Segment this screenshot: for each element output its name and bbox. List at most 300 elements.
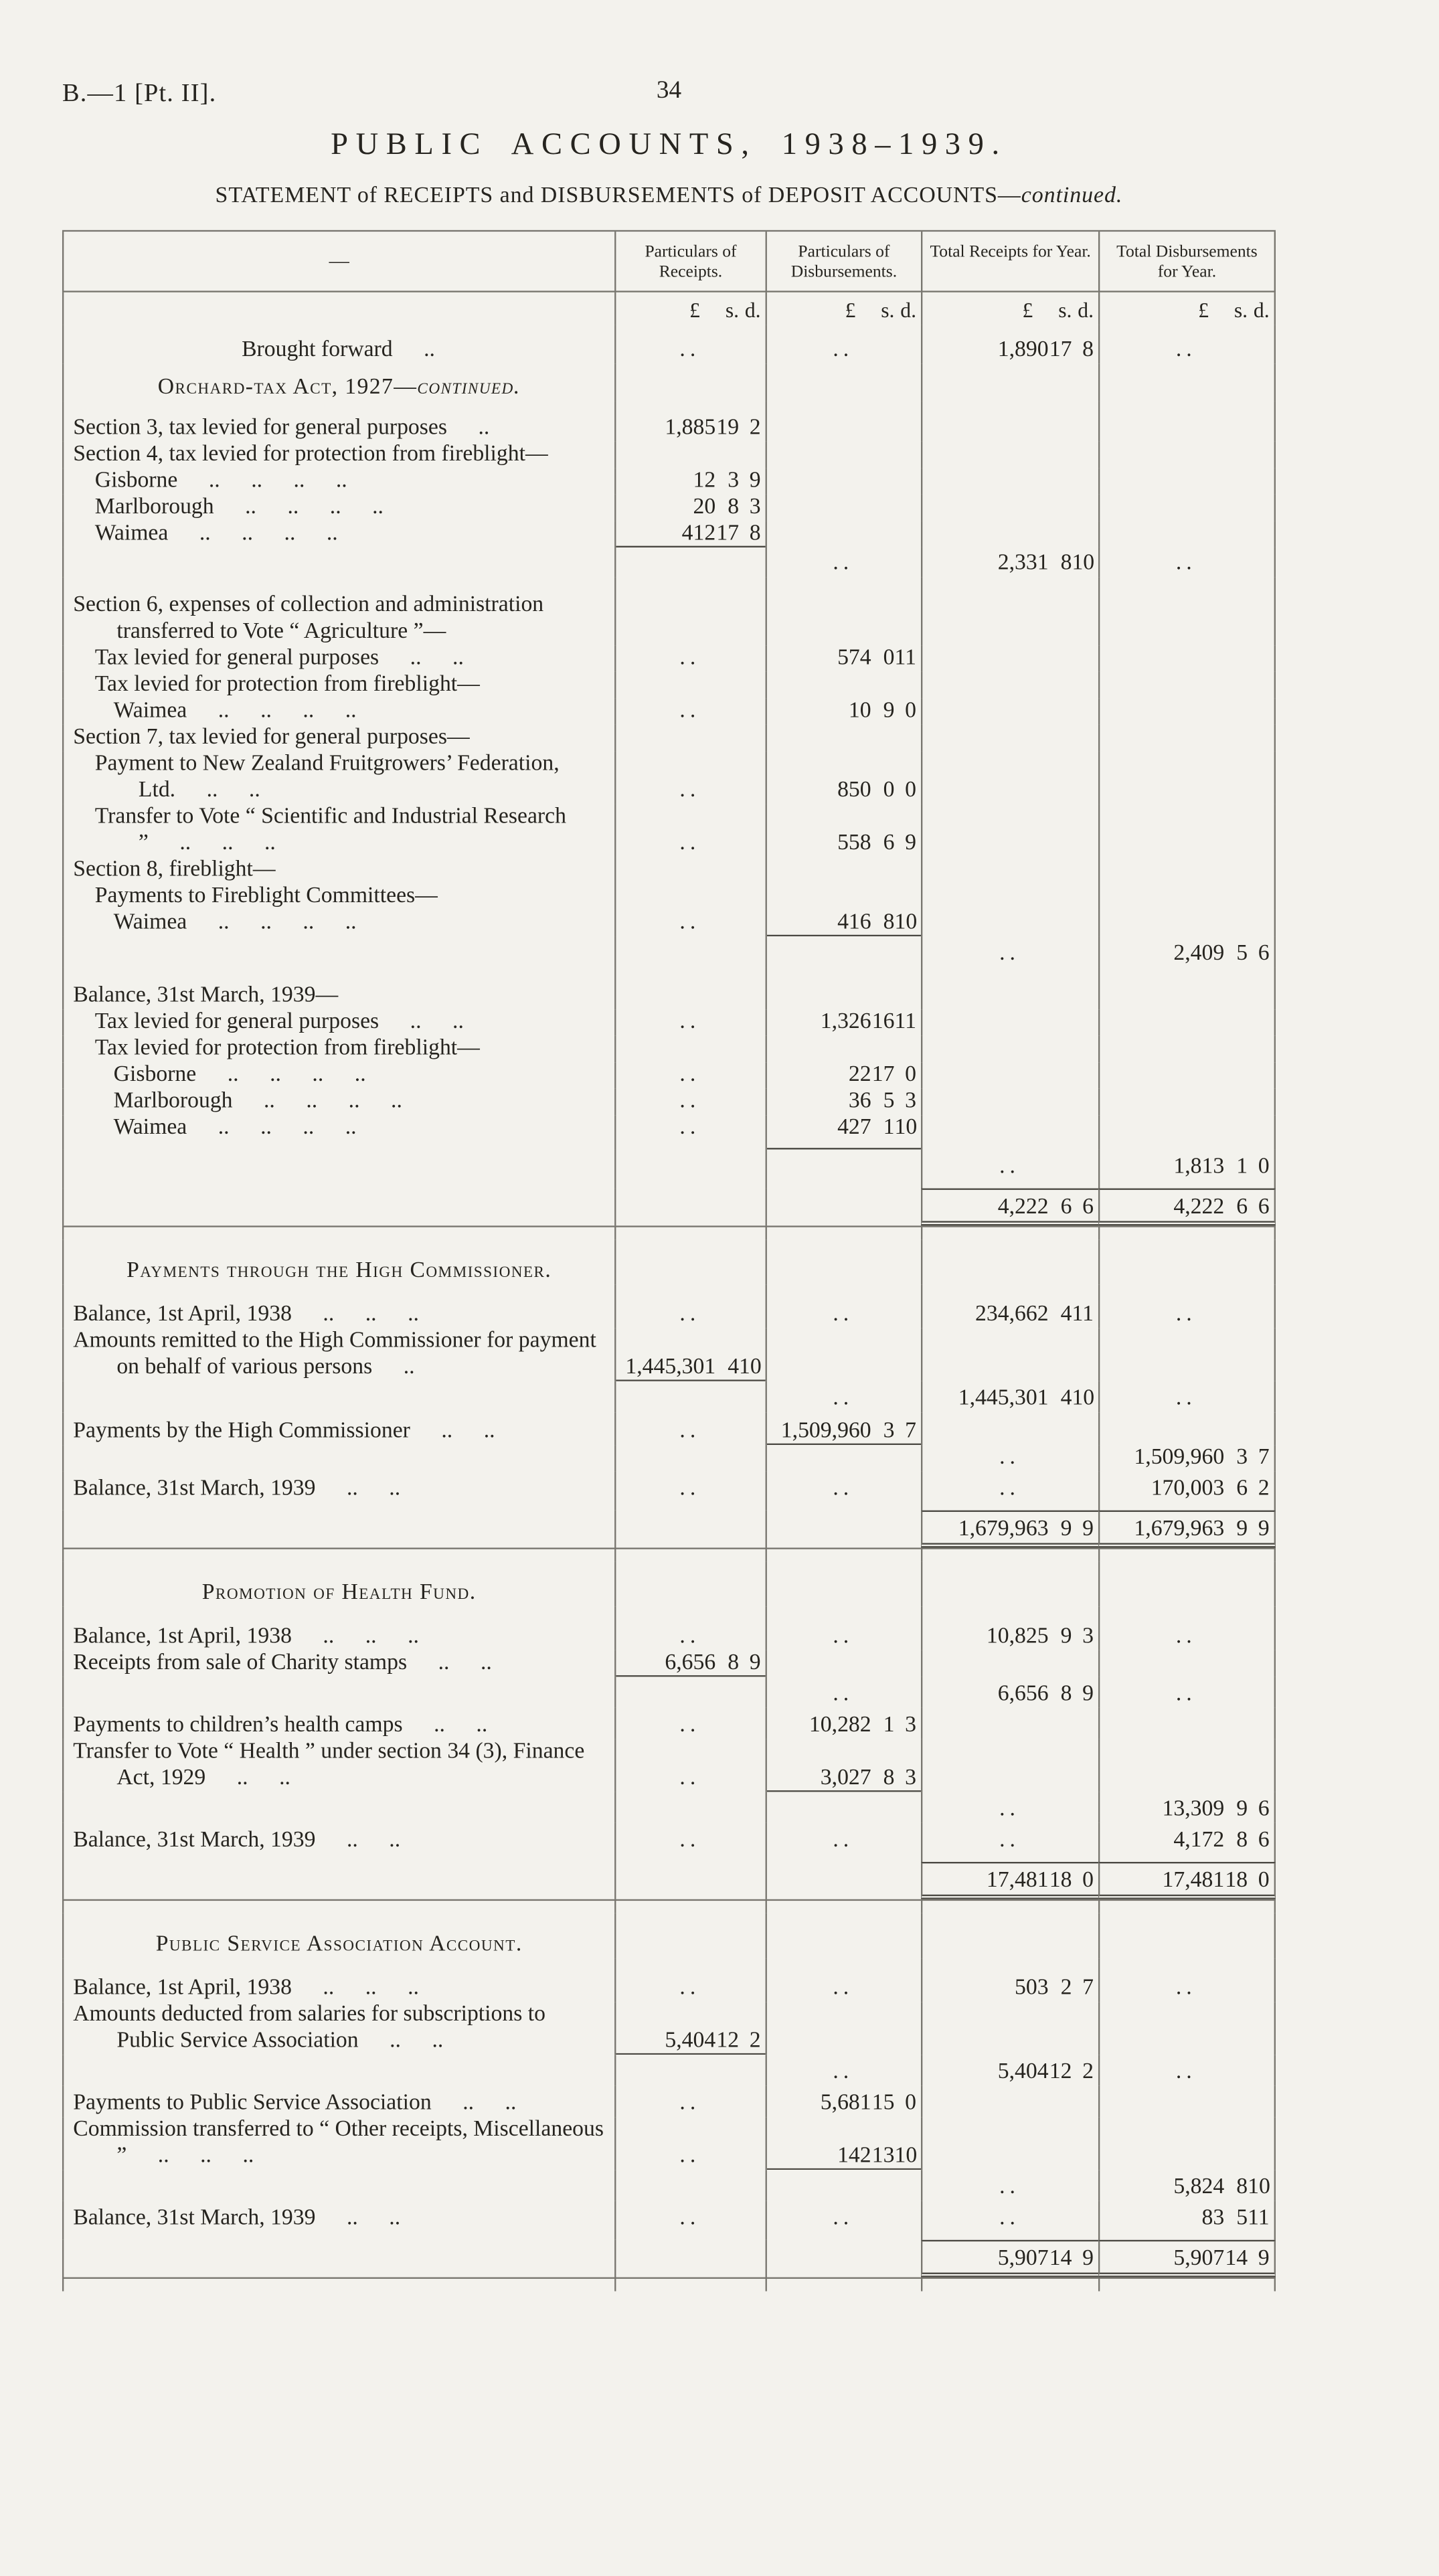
row-description [62,804,614,857]
shillings-label: s. [881,298,895,322]
row-description [62,910,614,937]
cell-receipts [614,1412,765,1445]
row-label: Commission transferred to “ Other receipts, Miscellaneous ” [73,2117,604,2168]
leader-dots: .. [410,1009,422,1035]
amount-pounds: 503 [1015,1975,1049,2000]
amount-pence: 0 [905,698,917,723]
leader-dots: .. [346,1476,358,1501]
cell-total-disbursements [1098,364,1276,402]
dot-placeholder: .. [679,1712,701,1738]
leader-dots: .. [345,698,357,723]
cell-total-disbursements [1098,1328,1276,1381]
dot-placeholder: .. [679,2090,701,2116]
leader-dots: .. [390,2028,401,2053]
cell-total-disbursements [1098,2278,1276,2292]
section-heading-row [62,1913,1276,1958]
row-description [62,1036,614,1063]
dot-placeholder: .. [679,2143,701,2168]
cell-total-disbursements [1098,2240,1276,2278]
cell-total-receipts [921,725,1098,752]
table-row [62,1089,1276,1116]
cell-total-receipts [921,2278,1098,2292]
pound-sign: £ [689,298,700,322]
currency-header-row [62,292,1276,325]
cell-disbursements [766,2002,921,2055]
dot-placeholder: .. [1175,1975,1197,2000]
cell-disbursements [766,1792,921,1822]
leader-dots: .. [218,910,230,935]
row-description [62,751,614,804]
amount-shillings: 0 [883,645,895,671]
column-header-blank: — [62,232,614,292]
amount-shillings: 14 [1049,2246,1072,2271]
dot-placeholder: .. [999,1154,1020,1179]
amount-pence: 2 [1082,2059,1094,2085]
cell-disbursements [766,1913,921,1958]
cell-disbursements [766,910,921,937]
leader-dots: .. [179,830,191,856]
amount-shillings: 13 [871,2143,895,2168]
row-label: Amounts remitted to the High Commissioner for payment on behalf of various persons [73,1328,596,1380]
row-description [62,1862,614,1899]
row-description [62,2201,614,2240]
cell-total-receipts [921,968,1098,1010]
dot-placeholder: .. [833,1302,854,1327]
amount-pence: 10 [1072,550,1095,576]
cell-total-disbursements [1098,1650,1276,1677]
amount-pence: 9 [905,830,917,856]
cell-disbursements [766,2278,921,2292]
amount-pence: 6 [1258,1827,1270,1853]
cell-receipts [614,2278,765,2292]
amount-pence: 0 [905,777,917,803]
leader-dots: .. [372,494,384,520]
cell-receipts [614,936,765,967]
pence-label: d. [1253,298,1270,322]
cell-total-receipts [921,2201,1098,2240]
cell-receipts [614,2055,765,2085]
row-label: Balance, 31st March, 1939 [73,1827,316,1853]
cell-disbursements [766,751,921,804]
column-header-disbursements: Particulars of Disbursements. [766,232,921,292]
amount-shillings: 1 [1236,1154,1248,1179]
table-row [62,442,1276,468]
table-body [62,325,1276,2292]
cell-total-disbursements [1098,1677,1276,1707]
row-description [62,1899,614,1913]
row-description [62,2055,614,2085]
cell-receipts [614,325,765,364]
column-header-total-disbursements: Total Disbursements for Year. [1098,232,1276,292]
amount-pence: 11 [894,1009,917,1035]
cell-total-receipts [921,442,1098,468]
table-header-row [62,232,1276,292]
leader-dots: .. [329,494,341,520]
cell-total-receipts [921,1036,1098,1063]
amount-pence: 11 [894,645,917,671]
row-description [62,1650,614,1677]
cell-receipts [614,2201,765,2240]
amount-shillings: 3 [883,1418,895,1444]
row-label: Tax levied for protection from fireblight— [94,671,480,697]
amount-pence: 9 [749,1650,761,1676]
dot-placeholder: .. [833,1476,854,1501]
dot-placeholder: .. [999,2205,1020,2231]
cell-total-disbursements [1098,1089,1276,1116]
amount-pence: 6 [1258,1796,1270,1822]
amount-pence: 0 [1258,1868,1270,1893]
dot-placeholder: .. [1175,337,1197,363]
row-description [62,1149,614,1188]
row-description [62,442,614,468]
amount-shillings: 9 [1060,1516,1072,1542]
cell-total-disbursements [1098,1472,1276,1511]
amount-pence: 2 [1258,1476,1270,1501]
cell-disbursements [766,1862,921,1899]
cell-total-disbursements [1098,910,1276,937]
leader-dots: .. [462,2090,475,2116]
cell-disbursements [766,325,921,364]
table-row [62,1328,1276,1381]
cell-disbursements [766,1708,921,1739]
amount-pence: 9 [1258,1516,1270,1542]
cell-receipts [614,1792,765,1822]
leader-dots: .. [218,1115,230,1140]
cell-receipts [614,1115,765,1149]
amount-pence: 0 [905,1062,917,1088]
leader-dots: .. [287,494,299,520]
amount-pence: 10 [894,2143,918,2168]
row-label: Orchard-tax Act, 1927— [157,374,418,400]
totals-row [62,2240,1276,2278]
cell-total-disbursements [1098,2170,1276,2201]
row-label: Balance, 1st April, 1938 [73,1975,292,2000]
leader-dots: .. [303,910,315,935]
leader-dots: .. [483,1418,495,1444]
table-row [62,1472,1276,1511]
row-label: Balance, 1st April, 1938 [73,1624,292,1649]
cell-receipts [614,1739,765,1792]
amount-pence: 9 [1082,1681,1094,1707]
cell-total-disbursements [1098,1036,1276,1063]
cell-total-disbursements [1098,672,1276,699]
amount-pence: 2 [749,2028,761,2053]
cell-total-disbursements [1098,1823,1276,1862]
cell-receipts [614,1547,765,1561]
table-row [62,521,1276,547]
dot-placeholder: .. [999,940,1020,966]
section-separator [62,2278,1276,2292]
cell-total-receipts [921,1958,1098,2002]
amount-pounds: 5,907 [1173,2246,1225,2271]
amount-pounds: 5,824 [1173,2174,1225,2200]
amount-pence: 0 [905,2090,917,2116]
cell-total-disbursements [1098,2117,1276,2170]
table-row [62,672,1276,699]
cell-total-receipts [921,401,1098,441]
amount-pounds: 1,445,301 [625,1355,716,1380]
row-label: Gisborne [94,468,178,493]
amount-pounds: 6,656 [997,1681,1049,1707]
cell-disbursements [766,1650,921,1677]
leader-dots: .. [389,1827,401,1853]
amount-pounds: 574 [837,645,871,671]
cell-total-disbursements [1098,751,1276,804]
row-label: Promotion of Health Fund. [201,1580,477,1606]
amount-pence: 9 [1082,2246,1094,2271]
amount-shillings: 8 [1060,550,1072,576]
row-description [62,1062,614,1089]
leader-dots: .. [452,1009,464,1035]
leader-dots: .. [293,468,305,493]
accounts-table [62,230,1276,2292]
row-label: Waimea [94,521,169,546]
row-label: Marlborough [113,1088,233,1114]
cell-disbursements [766,1328,921,1381]
cell-total-receipts [921,645,1098,672]
amount-pence: 8 [749,521,761,546]
leader-dots: .. [403,1355,415,1380]
cell-total-receipts [921,1792,1098,1822]
dot-placeholder: .. [1175,2059,1197,2085]
leader-dots: .. [199,521,211,546]
dot-placeholder: .. [833,1624,854,1649]
row-description [62,401,614,441]
cell-total-receipts [921,1899,1098,1913]
section-separator [62,1225,1276,1239]
cell-total-disbursements [1098,1511,1276,1548]
cell-receipts [614,1239,765,1284]
amount-pence: 7 [1082,1975,1094,2000]
cell-disbursements [766,883,921,910]
leader-dots: .. [248,777,260,803]
cell-total-disbursements [1098,1189,1276,1226]
table-row [62,1607,1276,1650]
cell-total-receipts [921,1739,1098,1792]
row-description [62,672,614,699]
amount-pence: 0 [1082,1868,1094,1893]
leader-dots: .. [312,1062,324,1088]
cell-disbursements [766,2170,921,2201]
cell-receipts [614,468,765,495]
row-description [62,1239,614,1284]
cell-disbursements [766,468,921,495]
table-row [62,495,1276,521]
pence-label: d. [900,298,917,322]
row-label: Section 6, expenses of collection and administration transferred to Vote “ Agriculture ”— [73,592,544,645]
amount-shillings: 17 [1049,337,1072,363]
amount-pounds: 2,331 [997,550,1049,576]
cell-total-disbursements [1098,2086,1276,2117]
table-row [62,910,1276,937]
table-row [62,698,1276,725]
leader-dots: .. [157,2143,169,2168]
dot-placeholder: .. [679,1088,701,1114]
cell-total-disbursements [1098,1547,1276,1561]
row-label: Waimea [113,1115,187,1140]
cell-disbursements [766,1899,921,1913]
cell-disbursements [766,1009,921,1036]
cell-total-receipts [921,910,1098,937]
cell-disbursements [766,1472,921,1511]
cell-receipts [614,645,765,672]
leader-dots: .. [345,1115,357,1140]
table-row [62,936,1276,967]
amount-pounds: 142 [837,2143,871,2168]
row-label: Payments to Public Service Association [73,2090,432,2116]
leader-dots: .. [323,1975,335,2000]
table-row [62,883,1276,910]
dot-placeholder: .. [679,1827,701,1853]
cell-total-disbursements [1098,1607,1276,1650]
leader-dots: .. [260,910,272,935]
row-description [62,325,614,364]
amount-pence: 3 [749,494,761,520]
dot-placeholder: .. [999,2174,1020,2200]
dot-placeholder: .. [833,550,854,576]
row-description [62,698,614,725]
cell-disbursements [766,495,921,521]
row-label: Marlborough [94,494,214,520]
cell-receipts [614,672,765,699]
amount-shillings: 3 [1236,1445,1248,1470]
cell-receipts [614,1823,765,1862]
leader-dots: .. [438,1650,450,1676]
row-description [62,1708,614,1739]
cell-receipts [614,1089,765,1116]
cell-total-disbursements [1098,1913,1276,1958]
leader-dots: .. [306,1088,318,1114]
totals-row [62,1862,1276,1899]
row-label: Transfer to Vote “ Scientific and Industrial Research ” [94,804,566,856]
amount-pounds: 5,404 [665,2028,716,2053]
table-row [62,1115,1276,1149]
dot-placeholder: .. [679,1624,701,1649]
cell-receipts [614,1511,765,1548]
cell-total-receipts [921,1328,1098,1381]
cell-total-disbursements [1098,857,1276,883]
row-description [62,1561,614,1606]
amount-pounds: 427 [837,1115,871,1140]
dot-placeholder: .. [833,2205,854,2231]
row-label: Balance, 1st April, 1938 [73,1302,292,1327]
cell-receipts [614,1650,765,1677]
row-label-italic: continued. [417,374,521,400]
row-description [62,857,614,883]
row-description [62,1547,614,1561]
amount-pounds: 416 [837,910,871,935]
cell-receipts [614,1862,765,1899]
cell-total-receipts [921,2055,1098,2085]
leader-dots: .. [260,698,272,723]
row-description [62,2117,614,2170]
row-description [62,547,614,577]
cell-disbursements [766,1225,921,1239]
pence-label: d. [744,298,761,322]
leader-dots: .. [389,2205,401,2231]
row-description [62,2278,614,2292]
cell-disbursements [766,1089,921,1116]
page-top-line [62,78,1276,108]
cell-total-receipts [921,1913,1098,1958]
cell-disbursements [766,672,921,699]
row-description [62,364,614,402]
cell-total-receipts [921,1472,1098,1511]
cell-disbursements [766,1607,921,1650]
amount-shillings: 6 [883,830,895,856]
subtitle-continued: continued. [1021,183,1123,209]
table-row [62,1036,1276,1063]
cell-receipts [614,1561,765,1606]
leader-dots: .. [365,1975,377,2000]
cell-total-disbursements [1098,495,1276,521]
cell-receipts [614,968,765,1010]
cell-total-receipts [921,2240,1098,2278]
dot-placeholder: .. [679,1765,701,1791]
table-row [62,2117,1276,2170]
row-description [62,1445,614,1472]
section-heading-row [62,1561,1276,1606]
dot-placeholder: .. [999,1445,1020,1470]
table-row [62,1792,1276,1822]
table-row [62,725,1276,752]
amount-pounds: 5,404 [997,2059,1049,2085]
cell-total-disbursements [1098,1381,1276,1412]
row-description [62,2240,614,2278]
amount-shillings: 4 [728,1355,740,1380]
row-description [62,1792,614,1822]
amount-shillings: 4 [1060,1385,1072,1411]
amount-pence: 11 [1248,2205,1270,2231]
amount-shillings: 1 [883,1712,895,1738]
cell-disbursements [766,645,921,672]
cell-total-disbursements [1098,883,1276,910]
amount-pounds: 1,885 [665,415,716,440]
table-row [62,1062,1276,1089]
cell-disbursements [766,442,921,468]
amount-shillings: 16 [871,1009,895,1035]
dot-placeholder: .. [833,337,854,363]
amount-pounds: 412 [681,521,716,546]
cell-total-receipts [921,2086,1098,2117]
cell-total-receipts [921,1381,1098,1412]
amount-shillings: 9 [1236,1796,1248,1822]
cell-total-disbursements [1098,1115,1276,1149]
cell-receipts [614,2002,765,2055]
currency-cell-total-disbursements [1098,292,1276,325]
cell-total-disbursements [1098,936,1276,967]
leader-dots: .. [326,521,338,546]
leader-dots: .. [303,1115,315,1140]
row-description [62,645,614,672]
cell-receipts [614,883,765,910]
table-row [62,1381,1276,1412]
table-row [62,1009,1276,1036]
cell-total-disbursements [1098,577,1276,645]
pence-label: d. [1078,298,1094,322]
cell-receipts [614,1149,765,1188]
amount-pounds: 1,445,301 [958,1385,1049,1411]
leader-dots: .. [242,521,254,546]
amount-shillings: 9 [1060,1624,1072,1649]
amount-shillings: 6 [1060,1194,1072,1220]
amount-shillings: 8 [883,910,895,935]
amount-shillings: 5 [883,1088,895,1114]
table-row [62,1650,1276,1677]
table-row [62,968,1276,1010]
cell-receipts [614,442,765,468]
dot-placeholder: .. [679,910,701,935]
